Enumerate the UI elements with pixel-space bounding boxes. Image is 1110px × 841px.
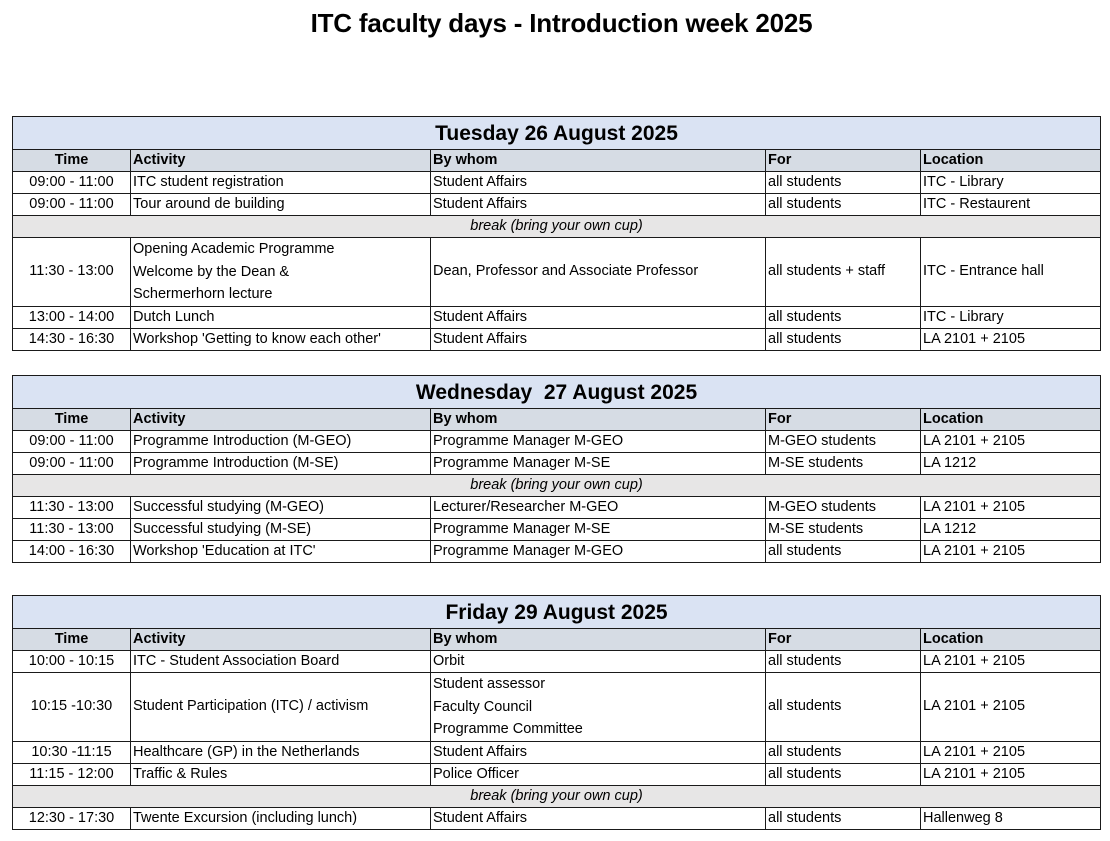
column-header-time: Time — [13, 150, 131, 172]
table-row — [13, 497, 1101, 519]
time-cell: 09:00 - 11:00 — [13, 431, 131, 453]
time-cell: 12:30 - 17:30 — [13, 807, 131, 829]
table-row — [13, 453, 1101, 475]
for-cell: M-GEO students — [766, 497, 921, 519]
by-whom-cell: Programme Manager M-SE — [431, 453, 766, 475]
by-whom-cell: Programme Manager M-GEO — [431, 541, 766, 563]
schedule-table-friday — [12, 595, 1101, 830]
column-header-location: Location — [921, 629, 1101, 651]
table-row — [13, 328, 1101, 350]
activity-cell: ITC - Student Association Board — [131, 651, 431, 673]
activity-cell: Twente Excursion (including lunch) — [131, 807, 431, 829]
activity-cell: Workshop 'Getting to know each other' — [131, 328, 431, 350]
location-cell: LA 2101 + 2105 — [921, 497, 1101, 519]
column-header-time: Time — [13, 409, 131, 431]
by-whom-cell: Lecturer/Researcher M-GEO — [431, 497, 766, 519]
table-row — [13, 651, 1101, 673]
table-row — [13, 431, 1101, 453]
for-cell: all students — [766, 673, 921, 742]
for-cell: M-GEO students — [766, 431, 921, 453]
time-cell: 09:00 - 11:00 — [13, 453, 131, 475]
for-cell: all students — [766, 194, 921, 216]
location-cell: LA 2101 + 2105 — [921, 541, 1101, 563]
by-whom-cell: Police Officer — [431, 763, 766, 785]
activity-cell: Workshop 'Education at ITC' — [131, 541, 431, 563]
by-whom-cell — [431, 673, 766, 742]
by-whom-cell: Student Affairs — [431, 807, 766, 829]
table-row — [13, 763, 1101, 785]
by-whom-cell: Student Affairs — [431, 172, 766, 194]
activity-line: Schermerhorn lecture — [133, 286, 273, 302]
column-header-activity: Activity — [131, 629, 431, 651]
table-row — [13, 306, 1101, 328]
by-whom-line: Faculty Council — [433, 698, 533, 715]
location-cell: LA 2101 + 2105 — [921, 328, 1101, 350]
location-cell: ITC - Library — [921, 172, 1101, 194]
for-cell: all students — [766, 741, 921, 763]
column-header-location: Location — [921, 150, 1101, 172]
time-cell: 14:30 - 16:30 — [13, 328, 131, 350]
by-whom-cell: Programme Manager M-SE — [431, 519, 766, 541]
location-cell: LA 1212 — [921, 519, 1101, 541]
for-cell: M-SE students — [766, 453, 921, 475]
for-cell: all students + staff — [766, 238, 921, 307]
activity-cell: Programme Introduction (M-GEO) — [131, 431, 431, 453]
day-header: Tuesday 26 August 2025 — [13, 117, 1101, 150]
column-header-row — [13, 409, 1101, 431]
by-whom-line: Student assessor — [433, 676, 546, 692]
table-row — [13, 807, 1101, 829]
time-cell: 10:30 -11:15 — [13, 741, 131, 763]
table-row — [13, 519, 1101, 541]
day-header: Wednesday 27 August 2025 — [13, 376, 1101, 409]
break-label: break (bring your own cup) — [13, 216, 1101, 238]
by-whom-cell: Student Affairs — [431, 741, 766, 763]
location-cell: LA 1212 — [921, 453, 1101, 475]
column-header-activity: Activity — [131, 409, 431, 431]
activity-cell: Successful studying (M-GEO) — [131, 497, 431, 519]
table-row — [13, 238, 1101, 307]
column-header-for: For — [766, 150, 921, 172]
time-cell: 11:30 - 13:00 — [13, 519, 131, 541]
time-cell: 14:00 - 16:30 — [13, 541, 131, 563]
column-header-location: Location — [921, 409, 1101, 431]
break-row — [13, 475, 1101, 497]
location-cell: Hallenweg 8 — [921, 807, 1101, 829]
for-cell: all students — [766, 328, 921, 350]
column-header-for: For — [766, 629, 921, 651]
location-cell: ITC - Restaurent — [921, 194, 1101, 216]
table-row — [13, 172, 1101, 194]
time-cell: 11:30 - 13:00 — [13, 238, 131, 307]
time-cell: 13:00 - 14:00 — [13, 306, 131, 328]
time-cell: 11:15 - 12:00 — [13, 763, 131, 785]
column-header-by-whom: By whom — [431, 150, 766, 172]
column-header-time: Time — [13, 629, 131, 651]
for-cell: all students — [766, 807, 921, 829]
column-header-by-whom: By whom — [431, 629, 766, 651]
activity-cell — [131, 238, 431, 307]
by-whom-cell: Student Affairs — [431, 328, 766, 350]
column-header-row — [13, 150, 1101, 172]
time-cell: 10:15 -10:30 — [13, 673, 131, 742]
location-cell: LA 2101 + 2105 — [921, 431, 1101, 453]
by-whom-cell: Student Affairs — [431, 194, 766, 216]
by-whom-cell: Student Affairs — [431, 306, 766, 328]
activity-cell: Dutch Lunch — [131, 306, 431, 328]
activity-line: Opening Academic Programme — [133, 241, 335, 257]
location-cell: ITC - Library — [921, 306, 1101, 328]
activity-line: Welcome by the Dean & — [133, 263, 290, 280]
by-whom-line: Programme Committee — [433, 721, 583, 737]
for-cell: all students — [766, 541, 921, 563]
column-header-row — [13, 629, 1101, 651]
table-row — [13, 541, 1101, 563]
break-row — [13, 216, 1101, 238]
activity-cell: Programme Introduction (M-SE) — [131, 453, 431, 475]
for-cell: all students — [766, 172, 921, 194]
by-whom-cell: Dean, Professor and Associate Professor — [431, 238, 766, 307]
column-header-activity: Activity — [131, 150, 431, 172]
day-header: Friday 29 August 2025 — [13, 596, 1101, 629]
time-cell: 09:00 - 11:00 — [13, 172, 131, 194]
for-cell: all students — [766, 306, 921, 328]
by-whom-cell: Orbit — [431, 651, 766, 673]
activity-cell: Successful studying (M-SE) — [131, 519, 431, 541]
page-title: ITC faculty days - Introduction week 2025 — [310, 8, 813, 38]
activity-cell: ITC student registration — [131, 172, 431, 194]
activity-cell: Traffic & Rules — [131, 763, 431, 785]
time-cell: 11:30 - 13:00 — [13, 497, 131, 519]
activity-cell: Student Participation (ITC) / activism — [131, 673, 431, 742]
location-cell: LA 2101 + 2105 — [921, 763, 1101, 785]
table-row — [13, 194, 1101, 216]
location-cell: ITC - Entrance hall — [921, 238, 1101, 307]
for-cell: all students — [766, 763, 921, 785]
schedule-table-tuesday — [12, 116, 1101, 351]
break-label: break (bring your own cup) — [13, 785, 1101, 807]
location-cell: LA 2101 + 2105 — [921, 673, 1101, 742]
activity-cell: Tour around de building — [131, 194, 431, 216]
by-whom-cell: Programme Manager M-GEO — [431, 431, 766, 453]
table-row — [13, 673, 1101, 742]
for-cell: all students — [766, 651, 921, 673]
activity-cell: Healthcare (GP) in the Netherlands — [131, 741, 431, 763]
column-header-for: For — [766, 409, 921, 431]
table-row — [13, 741, 1101, 763]
schedule-table-wednesday — [12, 375, 1101, 563]
for-cell: M-SE students — [766, 519, 921, 541]
location-cell: LA 2101 + 2105 — [921, 651, 1101, 673]
time-cell: 10:00 - 10:15 — [13, 651, 131, 673]
location-cell: LA 2101 + 2105 — [921, 741, 1101, 763]
time-cell: 09:00 - 11:00 — [13, 194, 131, 216]
column-header-by-whom: By whom — [431, 409, 766, 431]
break-label: break (bring your own cup) — [13, 475, 1101, 497]
break-row — [13, 785, 1101, 807]
